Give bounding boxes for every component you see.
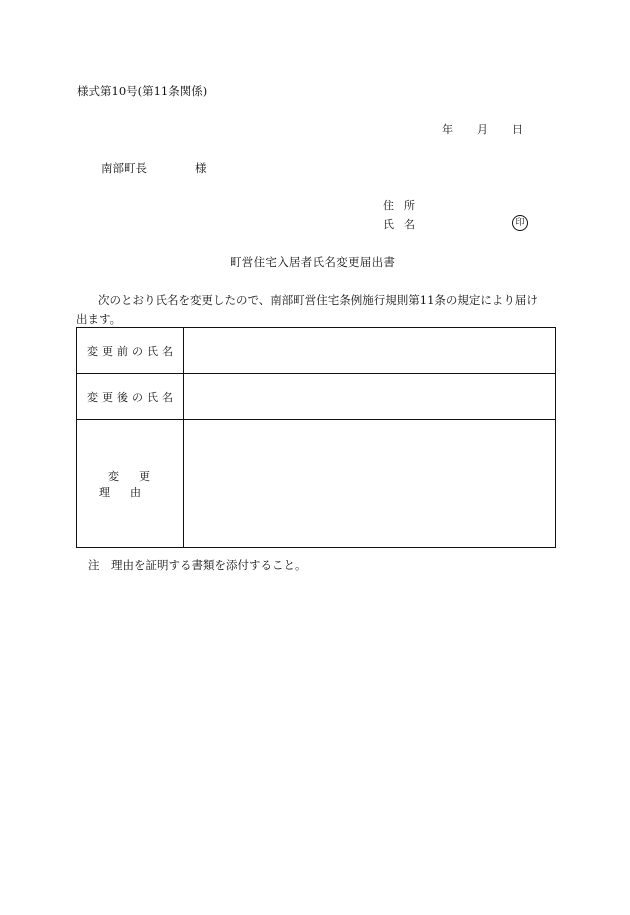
new-name-field[interactable] [184,374,556,420]
change-reason-field[interactable] [184,420,556,548]
previous-name-field[interactable] [184,328,556,374]
body-line-1: 次のとおり氏名を変更したので、南部町営住宅条例施行規則第11条の規定により届け [98,293,538,307]
footnote: 注 理由を証明する書類を添付すること。 [88,558,307,572]
table-row [77,374,556,420]
recipient-name: 南部町長 [101,161,147,175]
document-title: 町営住宅入居者氏名変更届出書 [230,255,396,269]
table-row [77,420,556,548]
applicant-address-row [383,197,425,213]
date-month-label: 月 [477,123,488,136]
addressee [101,160,207,176]
form-number: 様式第10号(第11条関係) [77,84,208,98]
applicant-name-row [383,216,425,232]
table-label-cell [77,328,184,374]
body-line-2: 出ます。 [76,312,122,326]
date-day-label: 日 [512,123,523,136]
table-label-cell [77,420,184,548]
change-reason-label: 変更理由 [99,469,170,499]
date-line [442,121,523,137]
change-form-table [76,327,556,548]
name-label: 氏名 [383,218,425,231]
body-text [76,291,558,329]
new-name-label: 変更後の氏名 [87,390,177,404]
address-label: 住所 [383,199,425,212]
table-row [77,328,556,374]
previous-name-label: 変更前の氏名 [87,344,177,358]
date-year-label: 年 [442,123,453,136]
seal-mark-icon: 印 [512,215,528,231]
table-label-cell [77,374,184,420]
recipient-honorific: 様 [195,161,207,175]
